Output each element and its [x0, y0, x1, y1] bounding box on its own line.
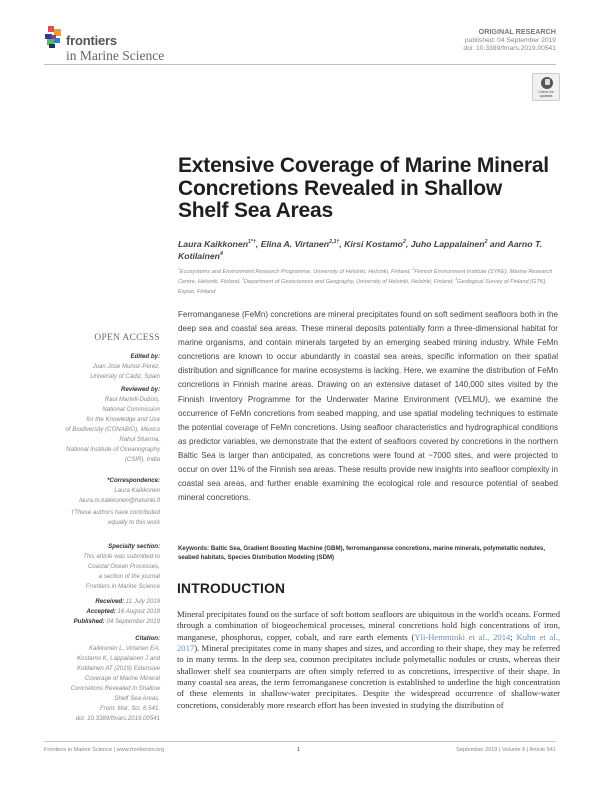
footer-journal[interactable]: Frontiers in Marine Science | www.frontiersin.org	[44, 747, 165, 753]
check-for-updates-label: Check for updates	[538, 90, 554, 98]
citation-link[interactable]: Yli-Hemminki et al., 2014	[414, 631, 511, 642]
specialty-label: Specialty section:	[108, 543, 160, 550]
accepted-date	[0, 607, 160, 617]
logo-square	[45, 34, 52, 39]
edited-by-label: Edited by:	[130, 353, 160, 360]
logo-square	[54, 38, 60, 43]
logo-square	[48, 26, 54, 32]
affiliations	[178, 267, 558, 297]
affiliation-marker: 2	[412, 267, 415, 272]
note-line: equally to this work	[108, 519, 160, 526]
author-name[interactable]: Juho Lappalainen	[410, 239, 485, 249]
footer-divider	[44, 741, 556, 742]
article-type: ORIGINAL RESEARCH	[478, 27, 556, 36]
correspondence-email[interactable]: laura.m.kaikkonen@helsinki.fi	[79, 497, 160, 504]
citation-line: Kotilainen AT (2019) Extensive	[77, 665, 160, 672]
author-name[interactable]: Elina A. Virtanen	[260, 239, 330, 249]
accepted-value: 16 August 2019	[117, 608, 160, 615]
footer-volume: September 2019 | Volume 6 | Article 541	[456, 747, 556, 753]
dates-section	[0, 597, 160, 627]
reviewer-line: of Biodiversity (CONABIO), Mexico	[65, 426, 160, 433]
author-separator: and	[487, 239, 508, 249]
published-date-side	[0, 617, 160, 627]
correspondence-label: *Correspondence:	[107, 477, 160, 484]
author-separator: ,	[405, 239, 411, 249]
citation-line: Concretions Revealed in Shallow	[70, 685, 160, 692]
author-affiliation-marker: 1*†	[248, 239, 256, 246]
specialty-line: Frontiers in Marine Science	[85, 583, 160, 590]
citation-link[interactable]: Kuhn et al., 2017	[177, 631, 560, 654]
author-separator: ,	[339, 239, 345, 249]
affiliation-text: Geological Survey of Finland (GTK), Espoo, Finland	[178, 279, 547, 295]
equal-contribution-note	[0, 508, 160, 528]
specialty-line: a section of the journal	[98, 573, 160, 580]
journal-name: frontiers	[66, 33, 117, 48]
affiliation-marker: 4	[455, 277, 458, 282]
affiliation-text: Department of Geosciences and Geography, University of Helsinki, Helsinki, Finland,	[243, 279, 456, 285]
citation-section	[0, 634, 160, 724]
accepted-label: Accepted:	[86, 608, 116, 615]
reviewer-line: Rahul Sharma,	[119, 436, 160, 443]
frontiers-logo-icon	[45, 26, 65, 48]
published-date: published: 04 September 2019	[464, 36, 556, 44]
author-affiliation-marker: 2	[402, 239, 406, 246]
header-divider	[44, 64, 556, 65]
doi-link[interactable]: doi: 10.3389/fmars.2019.00541	[463, 45, 556, 52]
article-title: Extensive Coverage of Marine Mineral Concretions Revealed in Shallow Shelf Sea Areas	[178, 154, 549, 222]
published-label: Published:	[73, 618, 105, 625]
check-for-updates-button[interactable]	[532, 73, 560, 101]
logo-square	[49, 44, 55, 48]
note-line: †These authors have contributed	[70, 509, 160, 516]
section-heading-introduction: INTRODUCTION	[177, 581, 286, 596]
citation-separator: ;	[510, 631, 517, 642]
intro-text: Mineral precipitates found on the surface of soft bottom seafloors are ubiquitous in the world's oceans. Formed through a combination of biogeochemical processes, mineral concretions hold high concentrations of iron, manganese, phosphorus, copper, cobalt, and rare earth elements (	[177, 609, 560, 642]
reviewer-line: for the Knowledge and Use	[86, 416, 160, 423]
author-name[interactable]: Aarno T. Kotilainen	[178, 239, 543, 261]
editor-line: University of Cádiz, Spain	[90, 373, 160, 380]
specialty-line: Coastal Ocean Processes,	[87, 563, 160, 570]
citation-line: Shelf Sea Areas.	[114, 695, 160, 702]
citation-label: Citation:	[135, 635, 160, 642]
correspondence-section	[0, 476, 160, 506]
received-label: Received:	[95, 598, 125, 605]
citation-line: Kostamo K, Lappalainen J and	[76, 655, 160, 662]
page-number: 1	[297, 747, 301, 753]
reviewer-line: National Commission	[102, 406, 160, 413]
keywords: Keywords: Baltic Sea, Gradient Boosting Machine (GBM), ferromanganese concretions, marine minerals, polymetallic nodules, seabed habitats, Species Distribution Modeling (SDM)	[178, 545, 546, 561]
reviewer-line: Raul Martell-Dubois,	[104, 396, 160, 403]
affiliation-marker: 1	[178, 267, 180, 272]
reviewed-by-label: Reviewed by:	[121, 386, 160, 393]
correspondence-name: Laura Kaikkonen	[114, 487, 160, 494]
introduction-paragraph	[177, 609, 560, 711]
received-date	[0, 597, 160, 607]
specialty-line: This article was submitted to	[83, 553, 160, 560]
author-list	[178, 239, 558, 262]
author-affiliation-marker: 4	[220, 250, 223, 257]
intro-text: ). Mineral precipitates come in many shapes and sizes, and according to their shape, they may be referred to in many terms. In the deep sea, common precipitates include polymetallic nodules or crusts, whereas their shallower shelf sea counterparts are often simply referred to as concretions, irrespective of their shape. In many coastal sea areas, the term ferromanganese concretion is established to underline the high concentration of these elements in shallow-water precipitates. Despite the widespread occurrence of shallow-water concretions, considerably more research effort has been invested in studying the distribution of	[177, 643, 560, 710]
citation-line: Kaikkonen L, Virtanen EA,	[88, 645, 160, 652]
citation-doi[interactable]: doi: 10.3389/fmars.2019.00541	[75, 715, 160, 722]
reviewed-by-section	[0, 385, 160, 465]
published-value: 04 September 2019	[106, 618, 160, 625]
open-access-label: OPEN ACCESS	[94, 333, 160, 343]
affiliation-text: Ecosystems and Environment Research Programme, University of Helsinki, Helsinki, Finland,	[179, 269, 413, 275]
citation-line: Coverage of Marine Mineral	[84, 675, 160, 682]
author-name[interactable]: Laura Kaikkonen	[178, 239, 249, 249]
reviewer-line: National Institute of Oceanography	[66, 446, 160, 453]
journal-subtitle: in Marine Science	[66, 48, 165, 63]
bookmark-icon	[541, 77, 553, 89]
article-meta	[463, 28, 556, 54]
editor-line: Juan Jose Munoz-Perez,	[92, 363, 160, 370]
reviewer-line: (CSIR), India	[124, 456, 160, 463]
author-name[interactable]: Kirsi Kostamo	[344, 239, 403, 249]
affiliation-marker: 3	[242, 277, 244, 282]
abstract: Ferromanganese (FeMn) concretions are mineral precipitates found on soft sediment seafloors both in the deep sea and coastal sea areas. These mineral deposits potentially form a three-dimensional habitat for marine organisms, and contain minerals targeted by an emerging seabed mining industry. While FeMn concretions are known to occur abundantly in coastal sea areas, specific information on their spatial distribution and significance for marine ecosystems is lacking. Here, we examine the distribution of FeMn concretions in Finnish marine areas. Drawing on an extensive dataset of 140,000 sites visited by the Finnish Inventory Programme for the Underwater Marine Environment (VELMU), we examine the occurrence of FeMn concretions from seabed mapping, and use spatial modeling techniques to estimate the potential coverage of FeMn concretions. Using seafloor characteristics and hydrographical conditions as predictor variables, we demonstrate that the extent of seafloors covered by concretions in the northern Baltic Sea is larger than anticipated, as concretions were found at ~7000 sites, and were projected to occur on over 11% of the Finnish sea areas. These results provide new insights into seafloor complexity in coastal sea areas, and further enable examining the ecological role and resource potential of seabed mineral concretions.	[178, 310, 558, 503]
received-value: 11 July 2019	[125, 598, 160, 605]
author-separator: ,	[255, 239, 261, 249]
edited-by-section	[0, 352, 160, 382]
affiliation-text: Finnish Environment Institute (SYKE), Marine Research Centre, Helsinki, Finland,	[178, 269, 553, 285]
citation-line: Front. Mar. Sci. 6:541.	[99, 705, 160, 712]
author-affiliation-marker: 2	[484, 239, 488, 246]
author-affiliation-marker: 2,3†	[329, 239, 340, 246]
specialty-section	[0, 542, 160, 592]
logo-square	[54, 29, 61, 36]
